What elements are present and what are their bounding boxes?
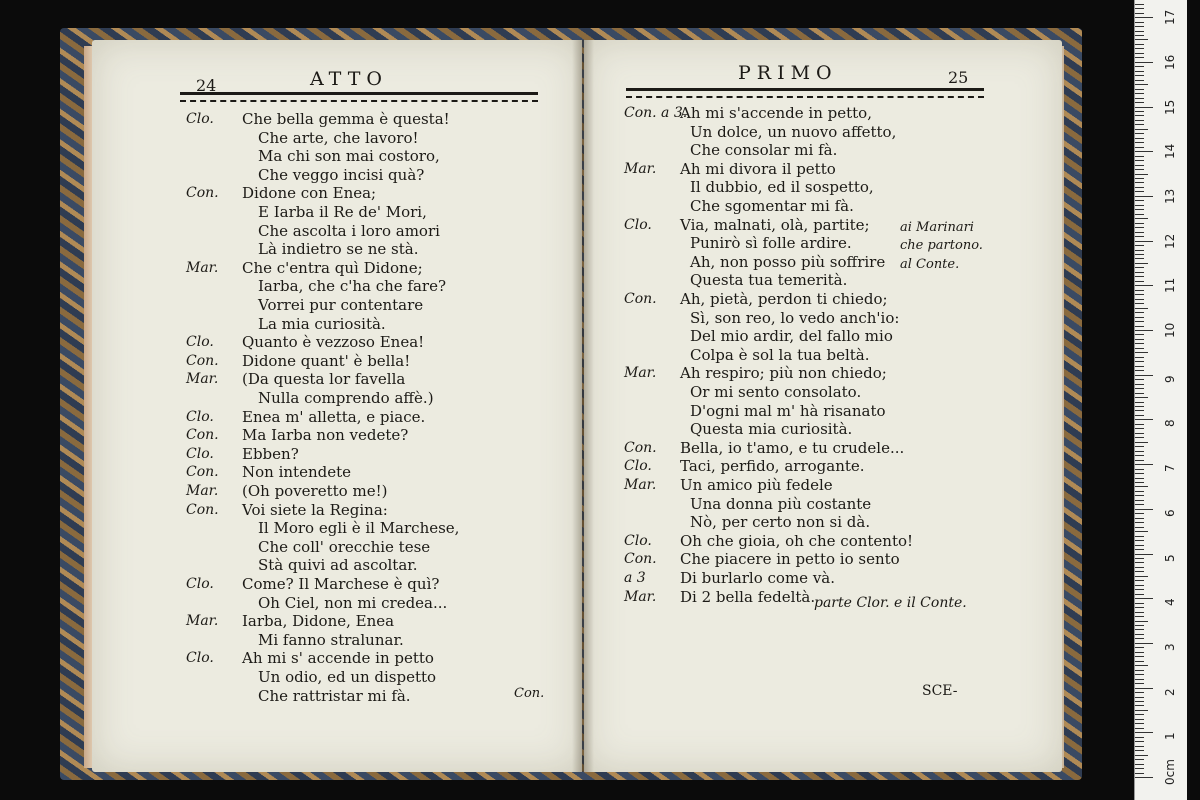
ruler-tick — [1135, 647, 1144, 648]
ruler-tick — [1135, 634, 1144, 635]
ruler-tick — [1135, 22, 1144, 23]
speaker-label: Mar. — [186, 371, 219, 388]
ruler-tick — [1135, 294, 1144, 295]
ruler-tick — [1135, 147, 1144, 148]
ruler-label: 12 — [1163, 233, 1177, 249]
ruler-label: 10 — [1163, 322, 1177, 338]
ruler-tick — [1135, 437, 1144, 438]
ruler-tick — [1135, 84, 1148, 85]
ruler-tick — [1135, 612, 1144, 613]
verse-line: Di burlarlo come và. — [680, 569, 836, 587]
ruler-tick — [1135, 710, 1148, 711]
ruler-tick — [1135, 522, 1144, 523]
ruler-tick — [1135, 200, 1144, 201]
ruler-tick — [1135, 402, 1144, 403]
verse-line: Che bella gemma è questa! — [242, 110, 450, 128]
verse-line: Che arte, che lavoro! — [258, 128, 419, 147]
ruler-tick — [1135, 500, 1144, 501]
verse-line: Ebben? — [242, 444, 299, 463]
speaker-label: Con. — [624, 291, 657, 307]
ruler-tick — [1135, 580, 1144, 581]
right-header-rule — [626, 88, 984, 98]
ruler-tick — [1135, 451, 1144, 452]
ruler-tick — [1135, 415, 1144, 416]
ruler-tick — [1135, 178, 1144, 179]
ruler-tick — [1135, 133, 1144, 134]
ruler-tick — [1135, 446, 1144, 447]
ruler-tick — [1135, 330, 1153, 331]
ruler-tick — [1135, 755, 1148, 756]
ruler-tick — [1135, 746, 1144, 747]
verse-line: Di 2 bella fedeltà. — [680, 587, 816, 606]
verse-line: Enea m' alletta, e piace. — [242, 407, 426, 426]
verse-line: Che sgomentar mi fà. — [690, 197, 854, 215]
ruler-tick — [1135, 773, 1144, 774]
verse-line: Iarba, che c'ha che fare? — [258, 277, 447, 296]
ruler-label: 2 — [1163, 687, 1177, 696]
verse-line: Ah mi divora il petto — [680, 159, 836, 178]
ruler-tick — [1135, 272, 1144, 273]
ruler-tick — [1135, 31, 1144, 32]
verse-line: (Oh poveretto me!) — [242, 482, 388, 500]
ruler-tick — [1135, 326, 1144, 327]
ruler-tick — [1135, 138, 1144, 139]
ruler-tick — [1135, 8, 1144, 9]
verse-line: Che piacere in petto io sento — [680, 550, 900, 569]
speaker-label: Con. — [186, 464, 219, 481]
ruler-tick — [1135, 169, 1144, 170]
verse-line: Come? Il Marchese è quì? — [242, 575, 440, 593]
verse-line: Didone quant' è bella! — [242, 351, 411, 370]
ruler-tick — [1135, 567, 1144, 568]
ruler-tick — [1135, 361, 1144, 362]
ruler-label: 4 — [1163, 598, 1177, 607]
ruler-tick — [1135, 719, 1144, 720]
ruler-tick — [1135, 379, 1144, 380]
ruler-tick — [1135, 53, 1144, 54]
ruler-tick — [1135, 321, 1144, 322]
ruler-tick — [1135, 643, 1153, 644]
ruler-tick — [1135, 115, 1144, 116]
verse-line: Ah, non posso più soffrire — [690, 252, 886, 271]
ruler-tick — [1135, 598, 1153, 599]
speaker-label: Mar. — [186, 259, 219, 276]
ruler-tick — [1135, 187, 1144, 188]
ruler-tick — [1135, 491, 1144, 492]
ruler-tick — [1135, 384, 1144, 385]
verse-line: (Da questa lor favella — [242, 370, 406, 389]
ruler-tick — [1135, 594, 1144, 595]
speaker-label: Clo. — [186, 445, 214, 462]
verse-line: Or mi sento consolato. — [690, 383, 862, 401]
ruler-tick — [1135, 80, 1144, 81]
stage-direction: al Conte. — [900, 256, 960, 272]
ruler-label: 16 — [1163, 54, 1177, 70]
right-catchword: SCE- — [922, 683, 958, 699]
ruler-tick — [1135, 375, 1153, 376]
ruler-tick — [1135, 764, 1144, 765]
ruler-tick — [1135, 98, 1144, 99]
speaker-label: Clo. — [186, 408, 214, 425]
ruler-tick — [1135, 589, 1144, 590]
speaker-label: Clo. — [186, 576, 214, 592]
ruler-tick — [1135, 303, 1144, 304]
ruler-tick — [1135, 549, 1144, 550]
verse-line: Via, malnati, olà, partite; — [680, 215, 870, 234]
ruler-tick — [1135, 469, 1144, 470]
ruler-tick — [1135, 191, 1144, 192]
ruler-tick — [1135, 339, 1144, 340]
ruler-tick — [1135, 218, 1148, 219]
ruler-tick — [1135, 629, 1144, 630]
ruler-tick — [1135, 308, 1148, 309]
ruler-tick — [1135, 4, 1144, 5]
stage-direction: che partono. — [900, 238, 983, 254]
ruler-tick — [1135, 205, 1144, 206]
ruler-tick — [1135, 285, 1153, 286]
speaker-label: Con. — [186, 352, 219, 369]
ruler-tick — [1135, 759, 1144, 760]
speaker-label: Con. a 3. — [624, 105, 688, 121]
ruler-tick — [1135, 13, 1144, 14]
verse-line: Punirò sì folle ardire. — [690, 234, 852, 253]
ruler-tick — [1135, 536, 1144, 537]
ruler-tick — [1135, 17, 1153, 18]
verse-line: Mi fanno stralunar. — [258, 630, 404, 649]
verse-line: Voi siete la Regina: — [242, 500, 388, 519]
ruler-tick — [1135, 281, 1144, 282]
ruler-tick — [1135, 120, 1144, 121]
verse-line: Il Moro egli è il Marchese, — [258, 519, 460, 538]
ruler-tick — [1135, 540, 1144, 541]
ruler-tick — [1135, 267, 1144, 268]
ruler-tick — [1135, 48, 1144, 49]
ruler-label: 8 — [1163, 419, 1177, 428]
ruler-tick — [1135, 254, 1144, 255]
ruler-label: 13 — [1163, 188, 1177, 204]
ruler-tick — [1135, 366, 1144, 367]
ruler-tick — [1135, 638, 1144, 639]
speaker-label: Con. — [624, 551, 657, 568]
ruler-label: 0cm — [1163, 759, 1177, 785]
ruler-tick — [1135, 57, 1144, 58]
left-page-number: 24 — [196, 76, 217, 95]
verse-line: Il dubbio, ed il sospetto, — [690, 178, 874, 197]
ruler-tick — [1135, 656, 1144, 657]
ruler-tick — [1135, 705, 1144, 706]
ruler-tick — [1135, 473, 1144, 474]
ruler-tick — [1135, 665, 1148, 666]
right-page-header: PRIMO — [738, 62, 838, 84]
verse-line: Taci, perfido, arrogante. — [680, 457, 865, 476]
ruler-tick — [1135, 419, 1153, 420]
ruler-tick — [1135, 129, 1148, 130]
ruler-tick — [1135, 142, 1144, 143]
ruler-tick — [1135, 554, 1153, 555]
ruler-label: 6 — [1163, 509, 1177, 517]
ruler-tick — [1135, 26, 1144, 27]
ruler-tick — [1135, 343, 1144, 344]
speaker-label: Con. — [186, 185, 219, 202]
speaker-label: Con. — [624, 439, 657, 456]
ruler-tick — [1135, 728, 1144, 729]
verse-line: Colpa è sol la tua beltà. — [690, 345, 870, 364]
verse-line: Che c'entra quì Didone; — [242, 258, 423, 277]
speaker-label: Clo. — [186, 334, 214, 351]
ruler-tick — [1135, 674, 1144, 675]
speaker-label: Clo. — [624, 216, 652, 233]
verse-line: Questa mia curiosità. — [690, 420, 853, 439]
ruler-tick — [1135, 714, 1144, 715]
ruler-tick — [1135, 66, 1144, 67]
ruler-tick — [1135, 518, 1144, 519]
ruler-tick — [1135, 603, 1144, 604]
speaker-label: a 3 — [624, 570, 646, 586]
ruler-tick — [1135, 737, 1144, 738]
verse-line: Che coll' orecchie tese — [258, 537, 431, 556]
ruler-tick — [1135, 245, 1144, 246]
ruler-tick — [1135, 71, 1144, 72]
ruler-tick — [1135, 723, 1144, 724]
verse-line: Sì, son reo, lo vedo anch'io: — [690, 308, 900, 327]
speaker-label: Mar. — [186, 483, 219, 499]
verse-line: La mia curiosità. — [258, 314, 386, 333]
ruler-tick — [1135, 625, 1144, 626]
ruler-tick — [1135, 93, 1144, 94]
ruler-tick — [1135, 504, 1144, 505]
ruler-tick — [1135, 495, 1144, 496]
ruler-tick — [1135, 545, 1144, 546]
ruler-tick — [1135, 652, 1144, 653]
ruler-tick — [1135, 357, 1144, 358]
verse-line: Ah mi s'accende in petto, — [680, 104, 872, 122]
ruler-tick — [1135, 509, 1153, 510]
ruler-tick — [1135, 290, 1144, 291]
verse-line: Là indietro se ne stà. — [258, 240, 419, 259]
speaker-label: Mar. — [624, 160, 657, 177]
verse-line: Una donna più costante — [690, 494, 872, 513]
verse-line: Ma Iarba non vedete? — [242, 426, 409, 445]
ruler-tick — [1135, 317, 1144, 318]
ruler-tick — [1135, 299, 1144, 300]
speaker-label: Mar. — [624, 477, 657, 493]
ruler-tick — [1135, 312, 1144, 313]
ruler-tick — [1135, 410, 1144, 411]
ruler-tick — [1135, 75, 1144, 76]
ruler-tick — [1135, 616, 1144, 617]
ruler-tick — [1135, 750, 1144, 751]
speaker-label: Clo. — [186, 650, 214, 667]
ruler-tick — [1135, 768, 1144, 769]
ruler-tick — [1135, 352, 1148, 353]
ruler-tick — [1135, 276, 1144, 277]
left-page-header: ATTO — [310, 68, 388, 90]
ruler-tick — [1135, 232, 1144, 233]
right-page-number: 25 — [948, 68, 969, 87]
ruler-tick — [1135, 151, 1153, 152]
ruler-label: 1 — [1163, 732, 1177, 741]
ruler-tick — [1135, 692, 1144, 693]
verse-line: Nulla comprendo affè.) — [258, 389, 434, 407]
ruler-tick — [1135, 62, 1153, 63]
ruler-tick — [1135, 688, 1153, 689]
ruler-tick — [1135, 433, 1144, 434]
ruler-tick — [1135, 482, 1144, 483]
ruler-tick — [1135, 701, 1144, 702]
ruler-tick — [1135, 258, 1144, 259]
verse-line: Nò, per certo non si dà. — [690, 513, 871, 532]
speaker-label: Con. — [186, 427, 219, 444]
speaker-label: Clo. — [186, 111, 214, 127]
ruler-tick — [1135, 741, 1144, 742]
ruler-tick — [1135, 227, 1144, 228]
ruler-tick — [1135, 777, 1153, 778]
ruler-tick — [1135, 683, 1144, 684]
ruler-tick — [1135, 397, 1148, 398]
ruler-tick — [1135, 527, 1144, 528]
ruler-tick — [1135, 562, 1144, 563]
ruler-tick — [1135, 585, 1144, 586]
verse-line: Quanto è vezzoso Enea! — [242, 333, 425, 352]
ruler-tick — [1135, 670, 1144, 671]
ruler-tick — [1135, 241, 1153, 242]
ruler-label: 3 — [1163, 643, 1177, 651]
ruler-tick — [1135, 370, 1144, 371]
ruler-tick — [1135, 571, 1144, 572]
ruler-tick — [1135, 393, 1144, 394]
verse-line: Ah, pietà, perdon ti chiedo; — [680, 290, 888, 308]
ruler-tick — [1135, 531, 1148, 532]
ruler-tick — [1135, 124, 1144, 125]
verse-line: Ma chi son mai costoro, — [258, 147, 440, 166]
verse-line: Un dolce, un nuovo affetto, — [690, 122, 897, 141]
speaker-label: Mar. — [624, 588, 657, 605]
ruler-tick — [1135, 697, 1144, 698]
ruler-tick — [1135, 263, 1148, 264]
measuring-ruler — [1134, 0, 1187, 800]
ruler-tick — [1135, 661, 1144, 662]
ruler-tick — [1135, 39, 1148, 40]
ruler-tick — [1135, 478, 1144, 479]
ruler-tick — [1135, 607, 1144, 608]
verse-line: D'ogni mal m' hà risanato — [690, 401, 886, 420]
ruler-tick — [1135, 464, 1153, 465]
ruler-tick — [1135, 209, 1144, 210]
ruler-tick — [1135, 214, 1144, 215]
verse-line: Che veggo incisi quà? — [258, 165, 425, 184]
verse-line: Non intendete — [242, 463, 351, 482]
verse-line: Che consolar mi fà. — [690, 141, 838, 160]
ruler-tick — [1135, 160, 1144, 161]
ruler-tick — [1135, 679, 1144, 680]
ruler-tick — [1135, 442, 1148, 443]
ruler-tick — [1135, 460, 1144, 461]
ruler-tick — [1135, 424, 1144, 425]
verse-line: Iarba, Didone, Enea — [242, 612, 395, 631]
ruler-tick — [1135, 174, 1148, 175]
verse-line: Oh Ciel, non mi credea... — [258, 593, 448, 612]
ruler-label: 7 — [1163, 464, 1177, 473]
verse-line: Ah mi s' accende in petto — [242, 649, 434, 668]
verse-line: Del mio ardir, del fallo mio — [690, 327, 893, 346]
exit-direction: parte Clor. e il Conte. — [814, 595, 967, 611]
ruler-label: 11 — [1163, 278, 1177, 294]
ruler-tick — [1135, 236, 1144, 237]
verse-line: E Iarba il Re de' Mori, — [258, 203, 427, 221]
ruler-tick — [1135, 196, 1153, 197]
ruler-tick — [1135, 44, 1144, 45]
ruler-tick — [1135, 89, 1144, 90]
ruler-label: 15 — [1163, 99, 1177, 115]
ruler-tick — [1135, 348, 1144, 349]
ruler-tick — [1135, 486, 1148, 487]
verse-line: Che ascolta i loro amori — [258, 221, 440, 240]
verse-line: Un odio, ed un dispetto — [258, 668, 437, 686]
ruler-tick — [1135, 388, 1144, 389]
verse-line: Che rattristar mi fà. — [258, 686, 411, 705]
ruler-label: 5 — [1163, 553, 1177, 562]
verse-line: Didone con Enea; — [242, 184, 377, 203]
verse-line: Ah respiro; più non chiedo; — [680, 364, 887, 383]
speaker-label: Mar. — [186, 613, 219, 630]
verse-line: Stà quivi ad ascoltar. — [258, 556, 418, 575]
ruler-tick — [1135, 558, 1144, 559]
ruler-tick — [1135, 455, 1144, 456]
ruler-tick — [1135, 35, 1144, 36]
ruler-tick — [1135, 111, 1144, 112]
ruler-tick — [1135, 576, 1148, 577]
verse-line: Un amico più fedele — [680, 476, 833, 494]
ruler-tick — [1135, 156, 1144, 157]
ruler-tick — [1135, 621, 1148, 622]
speaker-label: Clo. — [624, 532, 652, 549]
ruler-tick — [1135, 406, 1144, 407]
ruler-tick — [1135, 732, 1153, 733]
ruler-tick — [1135, 428, 1144, 429]
ruler-tick — [1135, 223, 1144, 224]
ruler-tick — [1135, 102, 1144, 103]
ruler-tick — [1135, 334, 1144, 335]
ruler-tick — [1135, 107, 1153, 108]
verse-line: Oh che gioia, oh che contento! — [680, 531, 914, 550]
ruler-label: 9 — [1163, 375, 1177, 383]
verse-line: Questa tua temerità. — [690, 271, 848, 290]
speaker-label: Clo. — [624, 458, 652, 475]
ruler-tick — [1135, 250, 1144, 251]
ruler-label: 17 — [1163, 9, 1177, 26]
ruler-tick — [1135, 165, 1144, 166]
left-catchword: Con. — [514, 686, 545, 701]
verse-line: Vorrei pur contentare — [258, 296, 424, 314]
ruler-tick — [1135, 513, 1144, 514]
stage-direction: ai Marinari — [900, 219, 974, 235]
ruler-tick — [1135, 182, 1144, 183]
verse-line: Bella, io t'amo, e tu crudele... — [680, 438, 905, 457]
speaker-label: Mar. — [624, 365, 657, 382]
speaker-label: Con. — [186, 501, 219, 518]
ruler-label: 14 — [1163, 143, 1177, 160]
